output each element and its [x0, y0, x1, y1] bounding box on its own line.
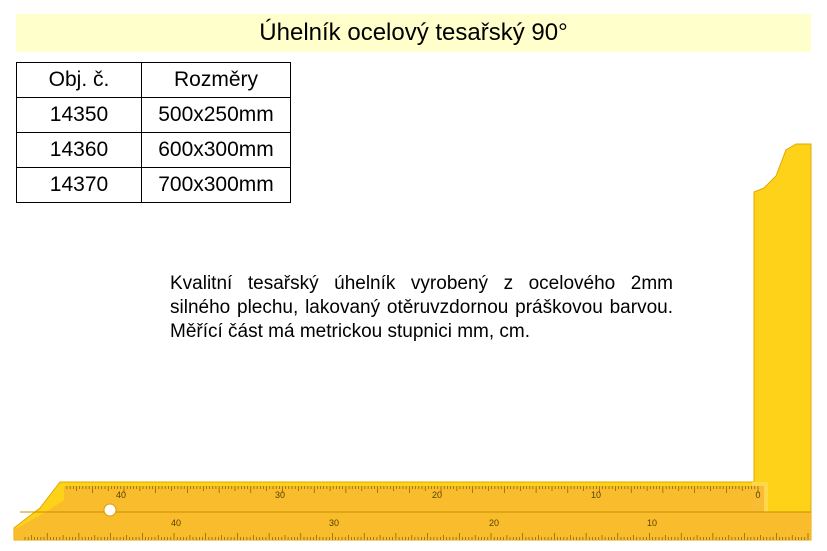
- lower-scale-label: 40: [170, 518, 182, 528]
- cell-size: 600x300mm: [142, 133, 291, 168]
- square-body: [14, 144, 811, 540]
- cell-code: 14370: [17, 168, 142, 203]
- ruler-strip: [14, 486, 811, 540]
- column-header-code: Obj. č.: [17, 63, 142, 98]
- upper-scale-label: 30: [274, 490, 286, 500]
- cell-code: 14350: [17, 98, 142, 133]
- upper-scale-label: 40: [115, 490, 127, 500]
- product-description: Kvalitní tesařský úhelník vyrobený z ocelového 2mm silného plechu, lakovaný otěruvzdornou práškovou barvou. Měřící část má metrickou stupnici mm, cm.: [170, 273, 673, 342]
- lower-scale-label: 20: [488, 518, 500, 528]
- hanging-hole: [104, 504, 116, 516]
- lower-scale-label: 30: [328, 518, 340, 528]
- cell-size: 500x250mm: [142, 98, 291, 133]
- cell-size: 700x300mm: [142, 168, 291, 203]
- upper-scale-label: 20: [431, 490, 443, 500]
- upper-scale-label: 10: [590, 490, 602, 500]
- column-header-size: Rozměry: [142, 63, 291, 98]
- lower-scale-label: 10: [646, 518, 658, 528]
- cell-code: 14360: [17, 133, 142, 168]
- page-title: Úhelník ocelový tesařský 90°: [259, 19, 568, 46]
- upper-scale-label: 0: [755, 490, 761, 500]
